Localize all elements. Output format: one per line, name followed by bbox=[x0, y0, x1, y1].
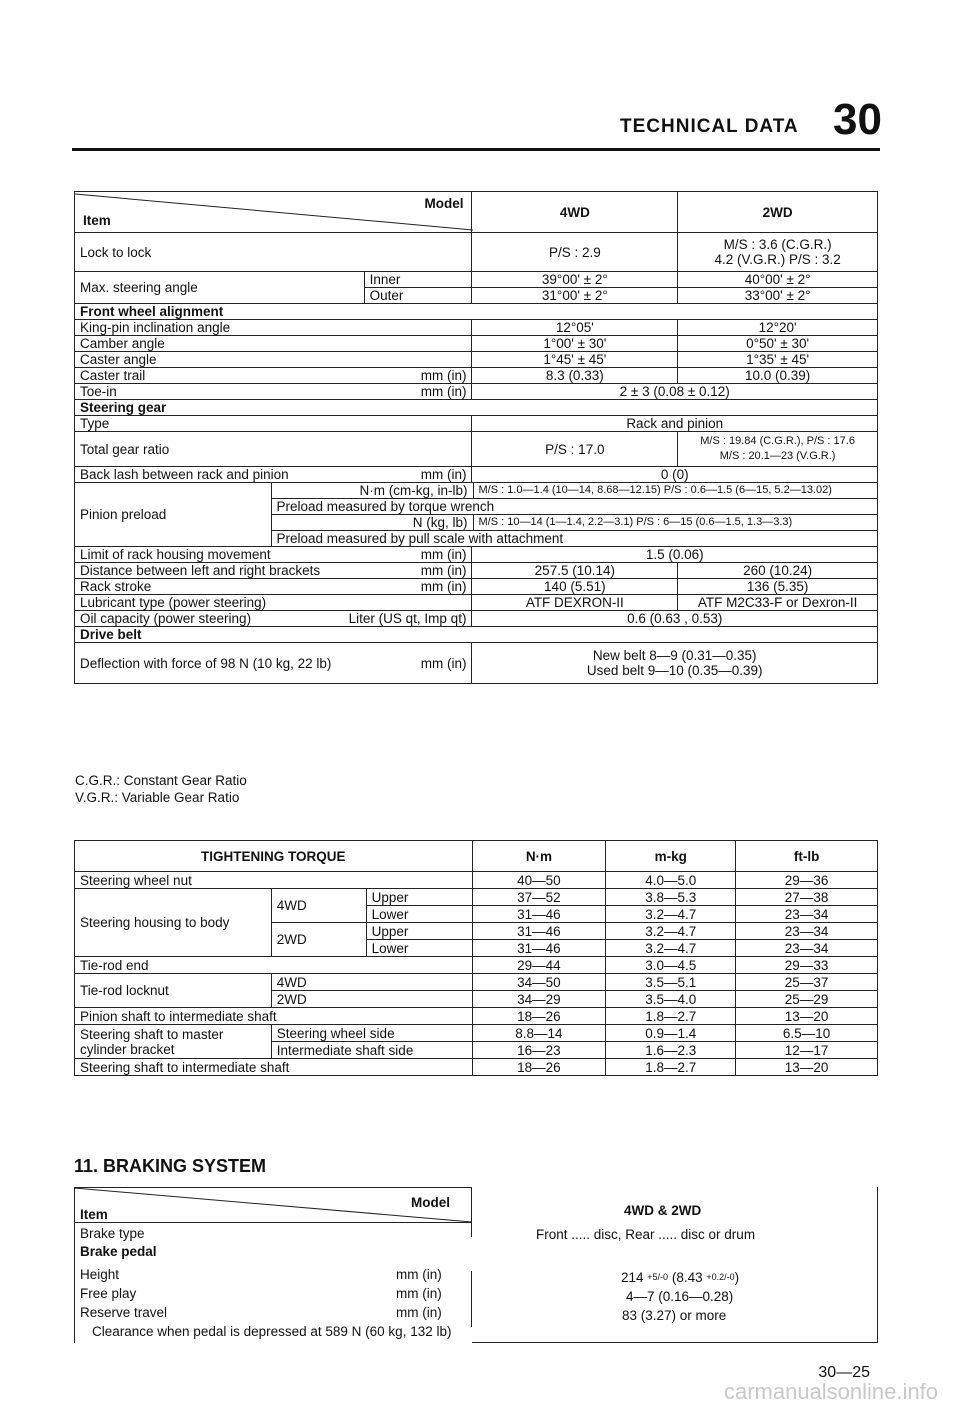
row-label bbox=[75, 579, 472, 595]
row-label bbox=[75, 643, 472, 684]
table-row bbox=[75, 336, 878, 352]
table-row bbox=[75, 352, 878, 368]
value-mkg: 1.8—2.7 bbox=[606, 1059, 736, 1076]
model-item-cell bbox=[75, 192, 472, 233]
value-4wd: 39°00' ± 2° bbox=[472, 272, 678, 288]
row-label: Steering housing to body bbox=[75, 889, 272, 957]
section-heading: Front wheel alignment bbox=[75, 304, 878, 320]
value-2wd: 136 (5.35) bbox=[678, 579, 878, 595]
page-title: TECHNICAL DATA bbox=[620, 116, 799, 137]
value-2wd: 10.0 (0.39) bbox=[678, 368, 878, 384]
value-ftlb: 27—38 bbox=[736, 889, 878, 906]
label-text: Back lash between rack and pinion bbox=[80, 467, 289, 482]
value-mkg: 0.9—1.4 bbox=[606, 1025, 736, 1042]
header-rule bbox=[72, 148, 880, 151]
row-label: Total gear ratio bbox=[75, 432, 472, 467]
row-label bbox=[75, 611, 472, 627]
row-label: Reserve travel bbox=[80, 1305, 168, 1320]
header-underline bbox=[74, 1222, 472, 1223]
page-header bbox=[620, 95, 882, 144]
row-label bbox=[75, 368, 472, 384]
value-nm: 8.8—14 bbox=[472, 1025, 606, 1042]
row-label bbox=[75, 563, 472, 579]
value-2wd: 260 (10.24) bbox=[678, 563, 878, 579]
row-label: Lubricant type (power steering) bbox=[75, 595, 472, 611]
label-text: Deflection with force of 98 N (10 kg, 22 lb) bbox=[80, 655, 332, 671]
value-ftlb: 13—20 bbox=[736, 1008, 878, 1025]
value-2wd bbox=[678, 233, 878, 272]
value-4wd: ATF DEXRON-II bbox=[472, 595, 678, 611]
unit-text: mm (in) bbox=[420, 655, 467, 671]
value-nm: 34—50 bbox=[472, 974, 606, 991]
unit-text: mm (in) bbox=[420, 467, 467, 482]
value-mkg: 3.5—5.1 bbox=[606, 974, 736, 991]
sub-label: Upper bbox=[366, 889, 472, 906]
preload-note: Preload measured by torque wrench bbox=[271, 499, 877, 515]
reserve-travel-value: 83 (3.27) or more bbox=[622, 1308, 727, 1323]
section-heading-row bbox=[75, 400, 878, 416]
label-line: Steering shaft to master bbox=[80, 1026, 224, 1042]
table-row bbox=[75, 1025, 878, 1042]
value-mkg: 1.8—2.7 bbox=[606, 1008, 736, 1025]
value-both: 0.6 (0.63 , 0.53) bbox=[472, 611, 878, 627]
braking-spec-block bbox=[74, 1187, 878, 1343]
value-nm: 18—26 bbox=[472, 1059, 606, 1076]
value-line: Used belt 9—10 (0.35—0.39) bbox=[586, 663, 763, 678]
value-ftlb: 13—20 bbox=[736, 1059, 878, 1076]
section-title: 11. BRAKING SYSTEM bbox=[74, 1156, 267, 1176]
value-text: (8.43 bbox=[671, 1270, 703, 1285]
value-4wd: 12°05' bbox=[472, 320, 678, 336]
diagonal-divider bbox=[75, 192, 473, 232]
bottom-border bbox=[472, 1342, 878, 1343]
value-nm: 34—29 bbox=[472, 991, 606, 1008]
value-nm: 31—46 bbox=[472, 923, 606, 940]
unit-text: mm (in) bbox=[396, 1305, 442, 1320]
value-ftlb: 12—17 bbox=[736, 1042, 878, 1059]
pinion-preload-subtable bbox=[75, 483, 877, 546]
label-line: cylinder bracket bbox=[80, 1041, 175, 1057]
label-text: Caster trail bbox=[80, 368, 146, 383]
preload-value: M/S : 10—14 (1—1.4, 2.2—3.1) P/S : 6—15 (0.6—1.5, 1.3—3.3) bbox=[473, 515, 877, 531]
value-ftlb: 25—29 bbox=[736, 991, 878, 1008]
column-label: 4WD & 2WD bbox=[624, 1203, 702, 1218]
value-4wd: 31°00' ± 2° bbox=[472, 288, 678, 304]
row-label: Steering shaft to intermediate shaft bbox=[75, 1059, 473, 1076]
page-number: 30—25 bbox=[818, 1364, 870, 1381]
sub-label: Inner bbox=[364, 272, 472, 288]
table-row bbox=[75, 467, 878, 483]
steering-spec-table bbox=[74, 191, 878, 684]
label-text: Oil capacity (power steering) bbox=[80, 611, 252, 626]
row-label: Brake type bbox=[80, 1226, 145, 1241]
table-row bbox=[75, 643, 878, 684]
unit-text: N·m (cm-kg, in-lb) bbox=[271, 483, 473, 499]
row-label bbox=[75, 467, 472, 483]
unit-text: Liter (US qt, Imp qt) bbox=[348, 611, 467, 626]
section-heading: Brake pedal bbox=[80, 1244, 157, 1259]
table-row bbox=[75, 595, 878, 611]
table-row bbox=[75, 1059, 878, 1076]
table-row bbox=[75, 233, 878, 272]
table-header-row bbox=[75, 841, 878, 872]
sub-label: Intermediate shaft side bbox=[271, 1042, 472, 1059]
unit-text: mm (in) bbox=[396, 1267, 442, 1282]
label-text: Toe-in bbox=[80, 384, 117, 399]
row-label: Height bbox=[80, 1267, 120, 1282]
sub-label: Lower bbox=[366, 906, 472, 923]
value-nm: 31—46 bbox=[472, 906, 606, 923]
row-label: King-pin inclination angle bbox=[75, 320, 472, 336]
model-label: Model bbox=[411, 1195, 450, 1210]
col-2wd: 2WD bbox=[678, 192, 878, 233]
sub-label: Upper bbox=[366, 923, 472, 940]
sub-label: 4WD bbox=[271, 889, 366, 923]
value-4wd: 1°00' ± 30' bbox=[472, 336, 678, 352]
value-nm: 40—50 bbox=[472, 872, 606, 889]
section-heading-row bbox=[75, 627, 878, 643]
value-nm: 16—23 bbox=[472, 1042, 606, 1059]
value-2wd: 40°00' ± 2° bbox=[678, 272, 878, 288]
sub-label: 4WD bbox=[271, 974, 472, 991]
value-ftlb: 23—34 bbox=[736, 906, 878, 923]
value-nm: 29—44 bbox=[472, 957, 606, 974]
value-2wd: 1°35' ± 45' bbox=[678, 352, 878, 368]
row-label: Lock to lock bbox=[75, 233, 472, 272]
sub-label: Lower bbox=[366, 940, 472, 957]
item-label: Item bbox=[83, 213, 111, 228]
table-row bbox=[75, 563, 878, 579]
value-ftlb: 29—33 bbox=[736, 957, 878, 974]
value-ftlb: 6.5—10 bbox=[736, 1025, 878, 1042]
note-line: C.G.R.: Constant Gear Ratio bbox=[75, 773, 247, 788]
unit-text: N (kg, lb) bbox=[271, 515, 473, 531]
value-4wd: 140 (5.51) bbox=[472, 579, 678, 595]
row-label: Free play bbox=[80, 1286, 137, 1301]
sub-label: 2WD bbox=[271, 991, 472, 1008]
right-border bbox=[877, 1187, 878, 1343]
tolerance-text: +5/-0 bbox=[647, 1272, 669, 1282]
row-label bbox=[75, 547, 472, 563]
table-row bbox=[75, 889, 878, 906]
table-row bbox=[75, 320, 878, 336]
table-row bbox=[75, 483, 878, 547]
value-line: M/S : 20.1—23 (V.G.R.) bbox=[719, 450, 836, 462]
row-label: Tie-rod end bbox=[75, 957, 473, 974]
section-heading-row bbox=[75, 304, 878, 320]
section-number: 30 bbox=[833, 95, 882, 144]
table-header-row bbox=[75, 192, 878, 233]
value-both: 0 (0) bbox=[472, 467, 878, 483]
free-play-value: 4—7 (0.16—0.28) bbox=[626, 1289, 734, 1304]
row-label bbox=[75, 384, 472, 400]
unit-text: mm (in) bbox=[420, 579, 467, 594]
unit-text: mm (in) bbox=[420, 368, 467, 383]
value-4wd: 1°45' ± 45' bbox=[472, 352, 678, 368]
header-nm: N·m bbox=[472, 841, 606, 872]
value-mkg: 3.8—5.3 bbox=[606, 889, 736, 906]
value-4wd: 257.5 (10.14) bbox=[472, 563, 678, 579]
value-both: 2 ± 3 (0.08 ± 0.12) bbox=[472, 384, 878, 400]
unit-text: mm (in) bbox=[396, 1286, 442, 1301]
preload-value: M/S : 1.0—1.4 (10—14, 8.68—12.15) P/S : 0.6—1.5 (6—15, 5.2—13.02) bbox=[473, 483, 877, 499]
table-row bbox=[75, 579, 878, 595]
value-2wd: ATF M2C33-F or Dexron-II bbox=[678, 595, 878, 611]
watermark: carmanualsonline.info bbox=[723, 1379, 938, 1404]
value-4wd: P/S : 2.9 bbox=[472, 233, 678, 272]
table-row bbox=[75, 1008, 878, 1025]
value-nm: 31—46 bbox=[472, 940, 606, 957]
row-label: Pinion shaft to intermediate shaft bbox=[75, 1008, 473, 1025]
value-ftlb: 25—37 bbox=[736, 974, 878, 991]
value-ftlb: 23—34 bbox=[736, 923, 878, 940]
value-mkg: 3.2—4.7 bbox=[606, 923, 736, 940]
value-both: 1.5 (0.06) bbox=[472, 547, 878, 563]
model-label: Model bbox=[424, 196, 464, 211]
table-row bbox=[75, 432, 878, 467]
value-ftlb: 29—36 bbox=[736, 872, 878, 889]
label-text: Limit of rack housing movement bbox=[80, 547, 271, 562]
brake-type-value: Front ..... disc, Rear ..... disc or drum bbox=[536, 1227, 756, 1242]
row-label: Pinion preload bbox=[75, 483, 271, 546]
sub-label: 2WD bbox=[271, 923, 366, 957]
value-mkg: 3.2—4.7 bbox=[606, 940, 736, 957]
value-line: 4.2 (V.G.R.) P/S : 3.2 bbox=[714, 252, 841, 267]
value-text: ) bbox=[734, 1270, 740, 1285]
header-item: TIGHTENING TORQUE bbox=[75, 841, 473, 872]
unit-text: mm (in) bbox=[420, 547, 467, 562]
value-text: 214 bbox=[621, 1270, 644, 1285]
row-label: Camber angle bbox=[75, 336, 472, 352]
value-line: New belt 8—9 (0.31—0.35) bbox=[592, 648, 757, 663]
value-both: Rack and pinion bbox=[472, 416, 878, 432]
value-2wd bbox=[678, 432, 878, 467]
height-value bbox=[621, 1270, 739, 1285]
note-line: V.G.R.: Variable Gear Ratio bbox=[75, 790, 240, 805]
column-divider bbox=[471, 1271, 472, 1327]
table-row bbox=[75, 547, 878, 563]
header-mkg: m-kg bbox=[606, 841, 736, 872]
preload-note: Preload measured by pull scale with attachment bbox=[276, 531, 564, 546]
row-label: Tie-rod locknut bbox=[75, 974, 272, 1008]
value-4wd: 8.3 (0.33) bbox=[472, 368, 678, 384]
value-2wd: 12°20' bbox=[678, 320, 878, 336]
value-4wd: P/S : 17.0 bbox=[472, 432, 678, 467]
value-both bbox=[472, 643, 878, 684]
row-label: Max. steering angle bbox=[75, 272, 365, 304]
table-row bbox=[75, 872, 878, 889]
value-line: M/S : 3.6 (C.G.R.) bbox=[723, 237, 832, 252]
value-mkg: 1.6—2.3 bbox=[606, 1042, 736, 1059]
value-nm: 18—26 bbox=[472, 1008, 606, 1025]
row-label: Steering wheel nut bbox=[75, 872, 473, 889]
value-2wd: 33°00' ± 2° bbox=[678, 288, 878, 304]
row-label: Type bbox=[75, 416, 472, 432]
header-ftlb: ft-lb bbox=[736, 841, 878, 872]
section-heading: Drive belt bbox=[75, 627, 878, 643]
abbreviation-notes bbox=[75, 772, 247, 806]
row-label bbox=[75, 1025, 272, 1059]
table-row bbox=[75, 957, 878, 974]
value-mkg: 3.0—4.5 bbox=[606, 957, 736, 974]
value-ftlb: 23—34 bbox=[736, 940, 878, 957]
value-line: M/S : 19.84 (C.G.R.), P/S : 17.6 bbox=[700, 435, 855, 447]
label-text: Distance between left and right brackets bbox=[80, 563, 321, 578]
table-row bbox=[75, 384, 878, 400]
pinion-preload-block bbox=[75, 483, 878, 547]
unit-text: mm (in) bbox=[420, 563, 467, 578]
table-row bbox=[75, 272, 878, 288]
item-label: Item bbox=[80, 1207, 108, 1222]
table-row bbox=[75, 368, 878, 384]
sub-label: Outer bbox=[364, 288, 472, 304]
sub-label: Steering wheel side bbox=[271, 1025, 472, 1042]
label-text: Rack stroke bbox=[80, 579, 152, 594]
row-label: Caster angle bbox=[75, 352, 472, 368]
section-heading: Steering gear bbox=[75, 400, 878, 416]
value-nm: 37—52 bbox=[472, 889, 606, 906]
tolerance-text: +0.2/-0 bbox=[706, 1272, 735, 1282]
value-mkg: 3.2—4.7 bbox=[606, 906, 736, 923]
table-row bbox=[75, 416, 878, 432]
value-2wd: 0°50' ± 30' bbox=[678, 336, 878, 352]
tightening-torque-table bbox=[74, 840, 878, 1076]
value-mkg: 4.0—5.0 bbox=[606, 872, 736, 889]
table-row bbox=[75, 611, 878, 627]
col-4wd: 4WD bbox=[472, 192, 678, 233]
value-mkg: 3.5—4.0 bbox=[606, 991, 736, 1008]
table-row bbox=[75, 974, 878, 991]
unit-text: mm (in) bbox=[420, 384, 467, 399]
row-label: Clearance when pedal is depressed at 589 N (60 kg, 132 lb) bbox=[92, 1324, 452, 1339]
